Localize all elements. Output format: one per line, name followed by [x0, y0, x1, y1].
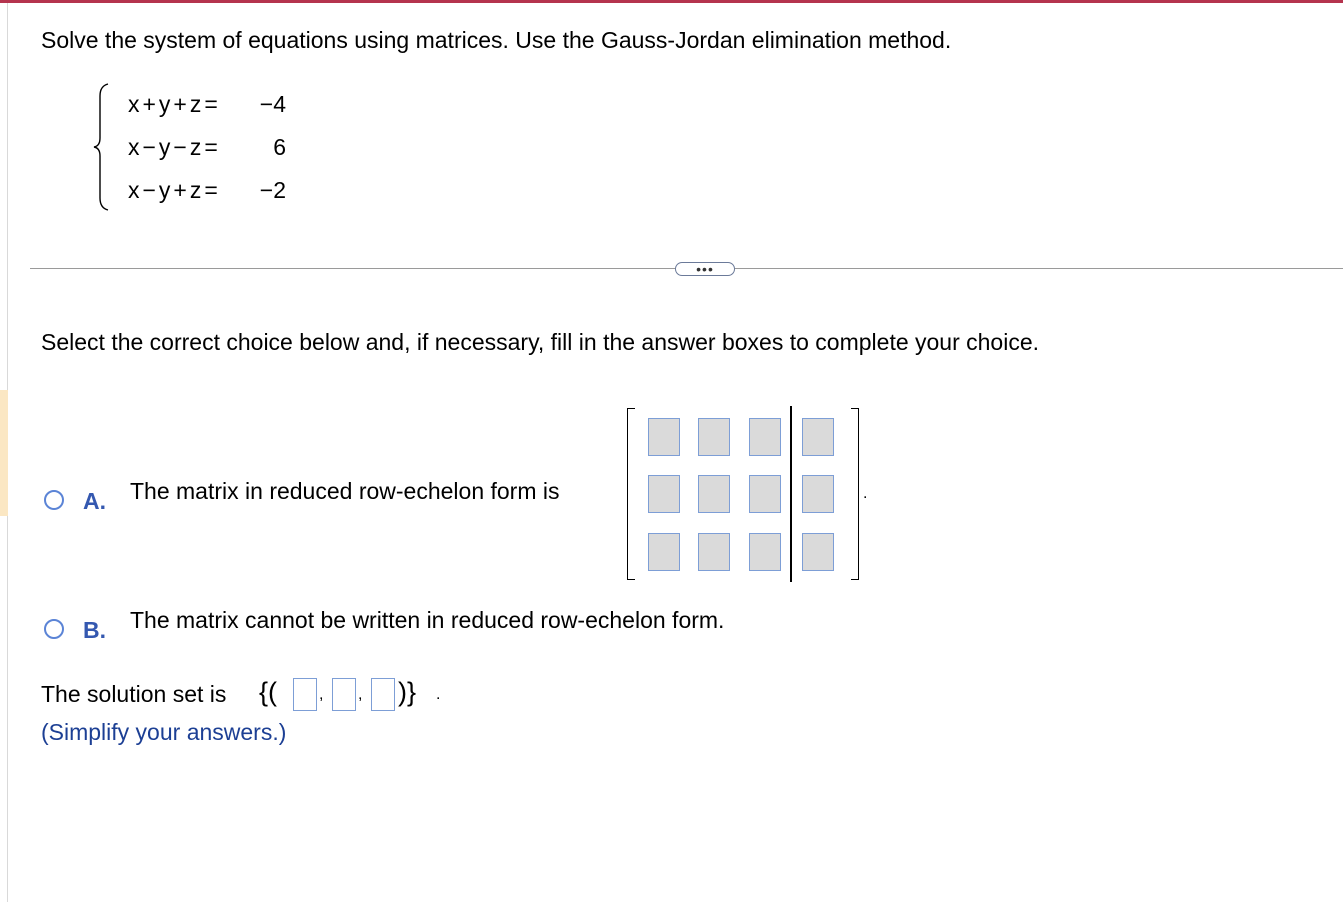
solution-x-input[interactable] — [293, 678, 317, 711]
matrix-cell-r2-c1[interactable] — [648, 475, 680, 513]
solution-set — [259, 674, 459, 714]
matrix-left-bracket — [627, 408, 635, 580]
choice-b-letter: B. — [83, 617, 106, 643]
set-open: {( — [259, 677, 278, 707]
solution-label: The solution set is — [41, 681, 227, 707]
matrix-cell-r1-c1[interactable] — [648, 418, 680, 456]
matrix-cell-r1-c2[interactable] — [698, 418, 730, 456]
equation-1-rhs: −4 — [259, 91, 286, 117]
top-accent-bar — [0, 0, 1343, 3]
matrix-cell-r3-c1[interactable] — [648, 533, 680, 571]
solution-comma-1: , — [319, 686, 324, 703]
choice-a-text: The matrix in reduced row-echelon form is — [130, 478, 560, 504]
solution-z-input[interactable] — [371, 678, 395, 711]
matrix-cell-r3-c4[interactable] — [802, 533, 834, 571]
choice-a-letter: A. — [83, 488, 106, 514]
equation-3-lhs: x−y+z= — [128, 177, 221, 203]
solution-y-input[interactable] — [332, 678, 356, 711]
current-part-indicator — [0, 390, 8, 516]
choice-b-radio[interactable] — [44, 619, 64, 639]
question-text: Solve the system of equations using matrices. Use the Gauss-Jordan elimination method. — [41, 27, 952, 53]
instruction-text: Select the correct choice below and, if necessary, fill in the answer boxes to complete your choice. — [41, 329, 1040, 355]
equation-3-rhs: −2 — [259, 177, 286, 203]
equation-2-lhs: x−y−z= — [128, 134, 221, 160]
matrix-cell-r2-c3[interactable] — [749, 475, 781, 513]
matrix-cell-r1-c4[interactable] — [802, 418, 834, 456]
matrix-right-bracket — [851, 408, 859, 580]
simplify-hint: (Simplify your answers.) — [41, 719, 287, 745]
show-more-button[interactable]: ••• — [675, 262, 735, 276]
solution-period: . — [436, 686, 441, 703]
matrix-cell-r2-c4[interactable] — [802, 475, 834, 513]
augment-line — [790, 406, 792, 582]
solution-comma-2: , — [358, 686, 363, 703]
matrix-cell-r1-c3[interactable] — [749, 418, 781, 456]
matrix-period: . — [863, 485, 868, 502]
rref-matrix — [623, 408, 859, 580]
choice-b-text: The matrix cannot be written in reduced row-echelon form. — [130, 607, 725, 633]
equation-1-lhs: x+y+z= — [128, 91, 221, 117]
matrix-cell-r3-c3[interactable] — [749, 533, 781, 571]
left-brace — [92, 82, 114, 212]
matrix-cell-r2-c2[interactable] — [698, 475, 730, 513]
choice-a-radio[interactable] — [44, 490, 64, 510]
matrix-cell-r3-c2[interactable] — [698, 533, 730, 571]
equation-2-rhs: 6 — [273, 134, 286, 160]
set-close: )} — [398, 677, 417, 707]
